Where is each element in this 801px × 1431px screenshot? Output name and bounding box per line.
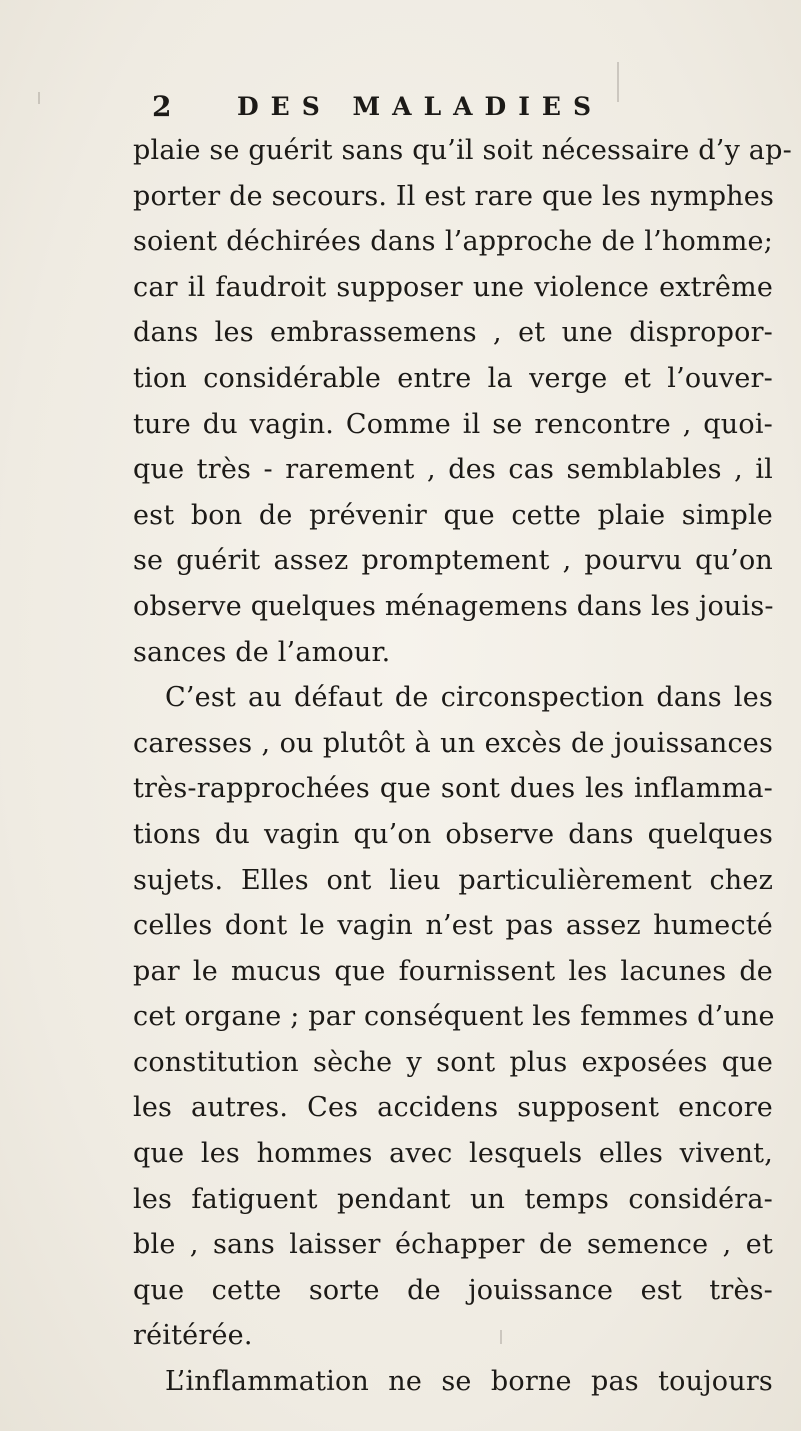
paper-speck bbox=[718, 1100, 721, 1103]
text-line: car il faudroit supposer une violence extrême bbox=[133, 271, 773, 303]
text-line: dans les embrassemens , et une dispropor- bbox=[133, 317, 773, 349]
text-line: est bon de prévenir que cette plaie simple bbox=[133, 499, 773, 531]
text-line: ture du vagin. Comme il se rencontre , quoi- bbox=[133, 408, 773, 440]
text-line: tion considérable entre la verge et l’ouver- bbox=[133, 362, 773, 394]
text-line: les fatiguent pendant un temps considéra- bbox=[133, 1183, 773, 1215]
text-line: que très - rarement , des cas semblables , il bbox=[133, 454, 773, 486]
text-line-paragraph-start: C’est au défaut de circonspection dans les bbox=[165, 682, 773, 714]
page-number: 2 bbox=[152, 90, 172, 123]
text-line: plaie se guérit sans qu’il soit nécessaire d’y ap- bbox=[133, 135, 792, 166]
text-line: caresses , ou plutôt à un excès de jouissances bbox=[133, 727, 773, 759]
paper-speck bbox=[500, 1330, 502, 1344]
text-line: très-rapprochées que sont dues les inflamma- bbox=[133, 773, 773, 805]
text-line: les autres. Ces accidens supposent encore bbox=[133, 1092, 773, 1124]
text-line: observe quelques ménagemens dans les jouis- bbox=[133, 590, 774, 622]
paper-speck bbox=[38, 92, 40, 104]
text-line: par le mucus que fournissent les lacunes de bbox=[133, 955, 773, 987]
text-line: tions du vagin qu’on observe dans quelques bbox=[133, 818, 773, 850]
text-line: se guérit assez promptement , pourvu qu’on bbox=[133, 545, 773, 577]
running-head bbox=[152, 90, 752, 130]
text-line: que cette sorte de jouissance est très- bbox=[133, 1274, 773, 1306]
text-line-paragraph-start: L’inflammation ne se borne pas toujours bbox=[165, 1366, 773, 1398]
text-line: sujets. Elles ont lieu particulièrement chez bbox=[133, 864, 773, 896]
text-line-paragraph-end: sances de l’amour. bbox=[133, 636, 391, 668]
running-head-title: DES MALADIES bbox=[237, 92, 604, 121]
text-line: porter de secours. Il est rare que les nymphes bbox=[133, 180, 774, 212]
text-line: cet organe ; par conséquent les femmes d’une bbox=[133, 1001, 775, 1033]
body-text bbox=[133, 128, 792, 1405]
text-line: constitution sèche y sont plus exposées que bbox=[133, 1046, 773, 1078]
text-line: ble , sans laisser échapper de semence , et bbox=[133, 1229, 773, 1261]
paper-speck bbox=[617, 62, 619, 102]
text-line-paragraph-end: réitérée. bbox=[133, 1320, 253, 1352]
text-line: celles dont le vagin n’est pas assez humecté bbox=[133, 910, 773, 942]
text-line: que les hommes avec lesquels elles vivent, bbox=[133, 1138, 773, 1170]
text-line: soient déchirées dans l’approche de l’homme; bbox=[133, 226, 773, 258]
